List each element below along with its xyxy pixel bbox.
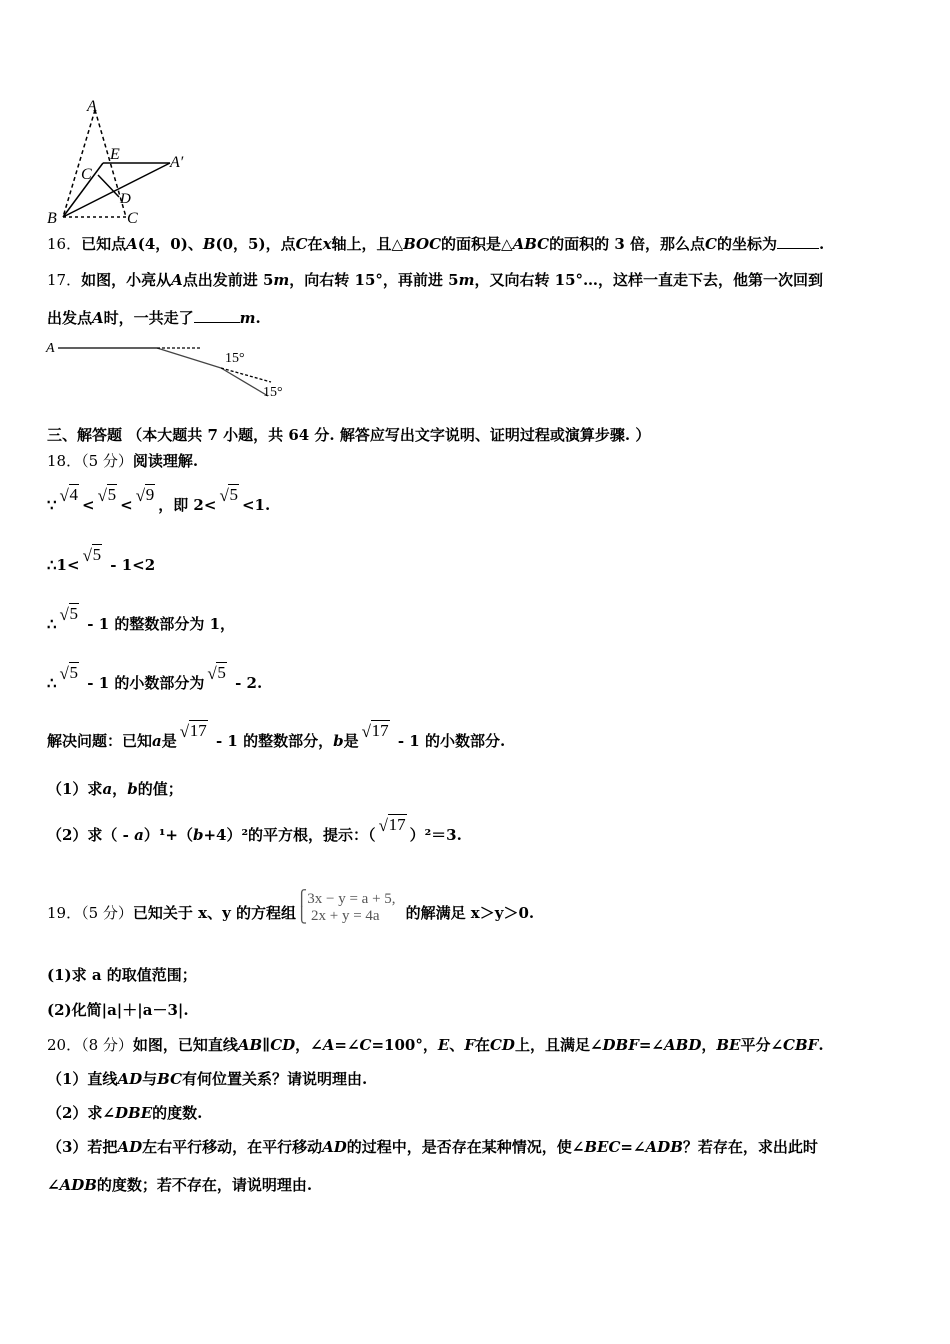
text-line — [47, 451, 198, 471]
label-C-upper: C — [81, 166, 92, 183]
text-line — [47, 1175, 312, 1195]
label-A: A — [46, 341, 55, 356]
text-line — [47, 663, 263, 693]
text-segment: 平分∠ — [740, 1036, 784, 1054]
square-root — [136, 485, 156, 505]
text-segment: . — [818, 1036, 824, 1054]
text-segment: ∴ — [47, 615, 57, 633]
square-root — [83, 545, 103, 565]
radicand: 4 — [69, 485, 79, 504]
label-D: D — [120, 191, 131, 207]
figure-walking-path — [45, 338, 305, 403]
radical-sign-icon: √ — [59, 605, 69, 624]
text-segment: 已知点 — [81, 235, 127, 253]
square-root — [180, 721, 208, 741]
text-segment: 有何位置关系？请说明理由. — [182, 1070, 368, 1088]
text-segment: ∠ — [47, 1176, 60, 1194]
text-segment: （2）求（ ‑ — [47, 826, 135, 844]
math-variable: ABD — [664, 1036, 702, 1054]
math-variable: BOC — [403, 235, 442, 253]
math-variable: A — [92, 309, 104, 327]
math-variable: ADB — [59, 1176, 97, 1194]
text-segment: 是 — [343, 732, 359, 750]
angle-label-2: 15° — [263, 385, 283, 400]
math-variable: CD — [489, 1036, 515, 1054]
square-root — [379, 815, 407, 835]
math-variable: b — [192, 826, 204, 844]
text-segment: . — [255, 309, 261, 327]
radical-sign-icon: √ — [179, 722, 190, 741]
math-variable: a — [102, 780, 113, 798]
text-segment: ？若存在，求出此时 — [682, 1138, 818, 1156]
text-segment: (0，5)，点 — [215, 235, 296, 253]
math-variable: AD — [117, 1070, 143, 1088]
text-segment: ，向右转 15°，再前进 5 — [289, 271, 459, 289]
text-segment: <1. — [241, 496, 271, 514]
text-segment: =100°， — [371, 1036, 438, 1054]
text-segment: ∴1< — [47, 556, 80, 574]
text-segment: 左右平行移动，在平行移动 — [142, 1138, 323, 1156]
text-line — [47, 234, 824, 254]
label-C-lower: C — [127, 210, 138, 225]
math-variable: m — [239, 309, 256, 327]
text-segment: （2）求∠ — [47, 1104, 116, 1122]
radical-sign-icon: √ — [135, 486, 146, 505]
text-segment: （1）直线 — [47, 1070, 118, 1088]
text-line — [47, 604, 236, 634]
text-segment: ∥ — [262, 1036, 271, 1054]
text-segment: 点出发前进 5 — [182, 271, 274, 289]
math-variable: BEC — [584, 1138, 621, 1156]
text-line — [47, 545, 156, 575]
text-segment: 在 — [474, 1036, 490, 1054]
text-segment: 的面积是△ — [441, 235, 513, 253]
text-line — [47, 965, 197, 985]
text-segment: 已知关于 x、y 的方程组 — [132, 904, 297, 922]
radicand: 5 — [69, 663, 79, 682]
math-variable: AB — [237, 1036, 263, 1054]
text-segment: 16． — [47, 235, 82, 253]
equation-row: ⎧3x − y = a + 5, — [296, 891, 396, 907]
text-segment: +4）²的平方根，提示：（ — [203, 826, 376, 844]
radicand: 5 — [69, 604, 79, 623]
math-variable: C — [705, 235, 717, 253]
square-root — [60, 604, 80, 624]
text-segment: 的值； — [137, 780, 183, 798]
math-variable: F — [464, 1036, 475, 1054]
square-root — [219, 485, 239, 505]
text-line — [47, 1137, 818, 1157]
text-segment: 的坐标为 — [716, 235, 777, 253]
figure-triangle-fold — [45, 95, 205, 225]
math-variable: A — [126, 235, 138, 253]
label-A-prime: A′ — [170, 154, 184, 171]
radical-sign-icon: √ — [59, 664, 69, 683]
radical-sign-icon: √ — [219, 486, 229, 505]
text-segment: ‑ 1 的整数部分为 1， — [82, 615, 236, 633]
math-variable: m — [273, 271, 290, 289]
answer-blank[interactable] — [194, 308, 240, 323]
square-root — [362, 721, 390, 741]
radicand: 17 — [189, 721, 207, 740]
text-segment: ， — [701, 1036, 717, 1054]
text-segment: 阅读理解. — [132, 452, 199, 470]
math-variable: A — [322, 1036, 335, 1054]
text-segment: 20．（8 分） — [47, 1036, 133, 1054]
text-segment: 18．（5 分） — [47, 452, 133, 470]
text-segment: 是 — [161, 732, 177, 750]
text-segment: ，即 2< — [158, 496, 217, 514]
text-segment: ，又向右转 15°…，这样一直走下去，他第一次回到 — [474, 271, 824, 289]
math-variable: ADB — [645, 1138, 683, 1156]
radicand: 5 — [92, 545, 102, 564]
text-line — [47, 270, 823, 290]
text-segment: 的度数. — [152, 1104, 203, 1122]
math-variable: a — [134, 826, 144, 844]
text-segment: 三、解答题 （本大题共 7 小题，共 64 分. 解答应写出文字说明、证明过程或演算步骤. ） — [47, 426, 651, 444]
text-segment: 的解满足 x＞y＞0. — [405, 904, 535, 922]
text-segment: ）¹+（ — [143, 826, 193, 844]
radicand: 9 — [145, 485, 155, 504]
text-line — [47, 1069, 367, 1089]
math-variable: AD — [117, 1138, 143, 1156]
text-segment: 出发点 — [47, 309, 93, 327]
text-line — [47, 308, 261, 328]
text-segment: ‑ 2. — [229, 674, 263, 692]
text-segment: ∵ — [47, 496, 57, 514]
math-variable: B — [202, 235, 216, 253]
text-segment: =∠ — [620, 1138, 646, 1156]
text-segment: ，∠ — [295, 1036, 323, 1054]
text-segment: ）²＝3. — [409, 826, 462, 844]
text-segment: 与 — [142, 1070, 158, 1088]
text-segment: 19．（5 分） — [47, 904, 133, 922]
text-segment: 在 — [307, 235, 323, 253]
math-variable: A — [171, 271, 183, 289]
text-segment: 时，一共走了 — [103, 309, 194, 327]
square-root — [98, 485, 118, 505]
text-line — [47, 425, 650, 445]
text-segment: 如图，已知直线 — [132, 1036, 238, 1054]
math-variable: ABC — [512, 235, 550, 253]
math-variable: b — [333, 732, 344, 750]
text-segment: =∠ — [334, 1036, 360, 1054]
text-segment: （3）若把 — [47, 1138, 118, 1156]
text-segment: ∴ — [47, 674, 57, 692]
radicand: 5 — [229, 485, 238, 504]
text-segment: (4，0)、 — [137, 235, 203, 253]
math-variable: C — [359, 1036, 372, 1054]
text-segment: ， — [112, 780, 128, 798]
equation-row: ⎩ 2x + y = 4a — [296, 908, 380, 924]
label-B: B — [47, 210, 57, 225]
radical-sign-icon: √ — [378, 816, 388, 835]
text-segment: （1）求 — [47, 780, 103, 798]
radical-sign-icon: √ — [361, 722, 371, 741]
text-segment: < — [82, 496, 95, 514]
math-variable: DBE — [115, 1104, 153, 1122]
square-root — [60, 485, 80, 505]
text-segment: . — [818, 235, 825, 253]
answer-blank[interactable] — [777, 234, 819, 249]
radical-sign-icon: √ — [97, 486, 107, 505]
angle-label-1: 15° — [225, 351, 245, 366]
math-variable: CBF — [783, 1036, 819, 1054]
math-variable: C — [295, 235, 308, 253]
math-variable: DBF — [602, 1036, 639, 1054]
radicand: 5 — [217, 663, 226, 682]
math-variable: x — [322, 235, 332, 253]
math-variable: m — [458, 271, 475, 289]
radicand: 17 — [371, 721, 389, 740]
text-segment: (1)求 a 的取值范围； — [47, 966, 197, 984]
text-segment: (2)化简|a|＋|a－3|. — [47, 1001, 189, 1019]
text-line — [47, 1035, 824, 1055]
text-segment: 的过程中，是否存在某种情况，使∠ — [346, 1138, 585, 1156]
text-line — [47, 1103, 202, 1123]
radicand: 5 — [107, 485, 117, 504]
radical-sign-icon: √ — [59, 486, 69, 505]
square-root — [207, 663, 227, 683]
text-segment: =∠ — [638, 1036, 664, 1054]
radical-sign-icon: √ — [207, 664, 217, 683]
text-line — [47, 891, 535, 931]
text-segment: 解决问题：已知 — [47, 732, 153, 750]
text-segment: 、 — [449, 1036, 465, 1054]
radical-sign-icon: √ — [82, 546, 92, 565]
text-segment: ‑ 1 的整数部分， — [210, 732, 334, 750]
text-segment: ‑ 1 的小数部分为 — [82, 674, 205, 692]
math-variable: BE — [716, 1036, 741, 1054]
label-A: A — [87, 98, 97, 115]
text-segment: ‑ 1<2 — [105, 556, 156, 574]
text-segment: 轴上，且△ — [331, 235, 404, 253]
text-segment: 17． — [47, 271, 82, 289]
text-line — [47, 1000, 189, 1020]
label-E: E — [110, 146, 120, 163]
math-variable: BC — [157, 1070, 183, 1088]
text-line — [47, 779, 183, 799]
text-line — [47, 485, 271, 515]
text-segment: 的面积的 3 倍，那么点 — [549, 235, 706, 253]
text-line — [47, 815, 462, 845]
text-line — [47, 721, 506, 751]
radicand: 17 — [388, 815, 406, 834]
math-variable: CD — [270, 1036, 296, 1054]
text-segment: 上，且满足∠ — [514, 1036, 603, 1054]
text-segment: < — [120, 496, 133, 514]
math-variable: a — [152, 732, 162, 750]
equation-system — [296, 891, 396, 925]
text-segment: 的度数；若不存在，请说明理由. — [96, 1176, 313, 1194]
math-variable: E — [437, 1036, 450, 1054]
text-segment: ‑ 1 的小数部分. — [392, 732, 506, 750]
math-variable: AD — [322, 1138, 347, 1156]
square-root — [60, 663, 80, 683]
text-segment: 如图，小亮从 — [81, 271, 172, 289]
math-variable: b — [127, 780, 138, 798]
